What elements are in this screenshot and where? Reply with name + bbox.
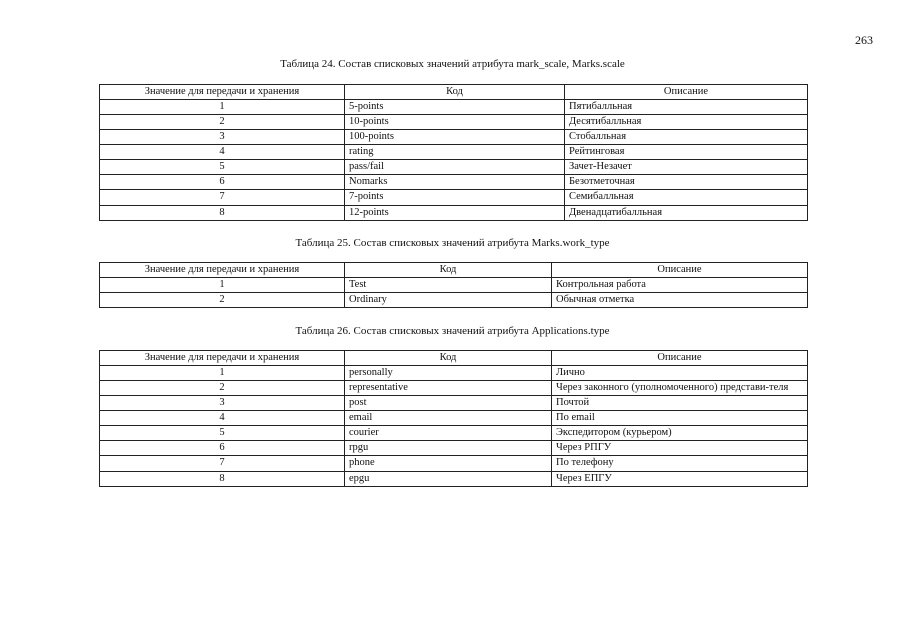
cell-value: 8 [100, 471, 345, 486]
header-code: Код [345, 85, 565, 100]
cell-description: Двенадцатибалльная [565, 205, 808, 220]
cell-value: 6 [100, 175, 345, 190]
table-row [100, 160, 808, 175]
table-header-row [100, 351, 808, 366]
table-row [100, 175, 808, 190]
header-description: Описание [552, 351, 808, 366]
table-26 [99, 350, 808, 487]
cell-code: Test [345, 278, 552, 293]
table-row [100, 115, 808, 130]
table-row [100, 366, 808, 381]
table-row [100, 441, 808, 456]
table-24 [99, 84, 808, 221]
cell-code: personally [345, 366, 552, 381]
cell-code: courier [345, 426, 552, 441]
table-row [100, 205, 808, 220]
cell-description: Контрольная работа [552, 278, 808, 293]
header-code: Код [345, 263, 552, 278]
table-row [100, 100, 808, 115]
cell-description: Безотметочная [565, 175, 808, 190]
table-row [100, 471, 808, 486]
cell-description: Рейтинговая [565, 145, 808, 160]
cell-code: Ordinary [345, 293, 552, 308]
cell-value: 1 [100, 278, 345, 293]
header-value: Значение для передачи и хранения [100, 263, 345, 278]
table-25-caption: Таблица 25. Состав списковых значений атрибута Marks.work_type [295, 237, 610, 249]
page-number: 263 [855, 33, 873, 47]
cell-value: 8 [100, 205, 345, 220]
cell-value: 5 [100, 426, 345, 441]
cell-value: 2 [100, 381, 345, 396]
header-code: Код [345, 351, 552, 366]
cell-code: representative [345, 381, 552, 396]
table-row [100, 130, 808, 145]
cell-value: 5 [100, 160, 345, 175]
table-row [100, 293, 808, 308]
cell-code: Nomarks [345, 175, 565, 190]
cell-code: rpgu [345, 441, 552, 456]
cell-description: Через РПГУ [552, 441, 808, 456]
header-value: Значение для передачи и хранения [100, 351, 345, 366]
table-25 [99, 262, 808, 308]
cell-description: Экспедитором (курьером) [552, 426, 808, 441]
cell-value: 7 [100, 190, 345, 205]
table-row [100, 456, 808, 471]
cell-description: Десятибалльная [565, 115, 808, 130]
cell-description: Лично [552, 366, 808, 381]
cell-code: 7-points [345, 190, 565, 205]
table-24-caption: Таблица 24. Состав списковых значений атрибута mark_scale, Marks.scale [280, 58, 625, 70]
cell-value: 3 [100, 130, 345, 145]
table-26-caption: Таблица 26. Состав списковых значений атрибута Applications.type [295, 325, 610, 337]
cell-description: Зачет-Незачет [565, 160, 808, 175]
cell-code: pass/fail [345, 160, 565, 175]
cell-description: По телефону [552, 456, 808, 471]
cell-code: email [345, 411, 552, 426]
table-row [100, 411, 808, 426]
cell-value: 1 [100, 366, 345, 381]
cell-code: epgu [345, 471, 552, 486]
cell-description: Обычная отметка [552, 293, 808, 308]
cell-value: 2 [100, 115, 345, 130]
table-row [100, 426, 808, 441]
cell-description: Семибалльная [565, 190, 808, 205]
cell-value: 4 [100, 411, 345, 426]
cell-code: post [345, 396, 552, 411]
header-value: Значение для передачи и хранения [100, 85, 345, 100]
cell-value: 7 [100, 456, 345, 471]
cell-value: 4 [100, 145, 345, 160]
cell-description: По email [552, 411, 808, 426]
header-description: Описание [552, 263, 808, 278]
header-description: Описание [565, 85, 808, 100]
cell-value: 2 [100, 293, 345, 308]
cell-value: 6 [100, 441, 345, 456]
table-row [100, 190, 808, 205]
cell-code: 10-points [345, 115, 565, 130]
cell-code: 5-points [345, 100, 565, 115]
table-header-row [100, 85, 808, 100]
table-row [100, 278, 808, 293]
cell-code: 12-points [345, 205, 565, 220]
table-header-row [100, 263, 808, 278]
table-row [100, 396, 808, 411]
cell-value: 3 [100, 396, 345, 411]
cell-description: Стобалльная [565, 130, 808, 145]
cell-code: 100-points [345, 130, 565, 145]
table-row [100, 145, 808, 160]
table-row [100, 381, 808, 396]
cell-code: phone [345, 456, 552, 471]
cell-code: rating [345, 145, 565, 160]
cell-value: 1 [100, 100, 345, 115]
cell-description: Почтой [552, 396, 808, 411]
cell-description: Пятибалльная [565, 100, 808, 115]
cell-description: Через законного (уполномоченного) представи-теля [552, 381, 808, 396]
cell-description: Через ЕПГУ [552, 471, 808, 486]
